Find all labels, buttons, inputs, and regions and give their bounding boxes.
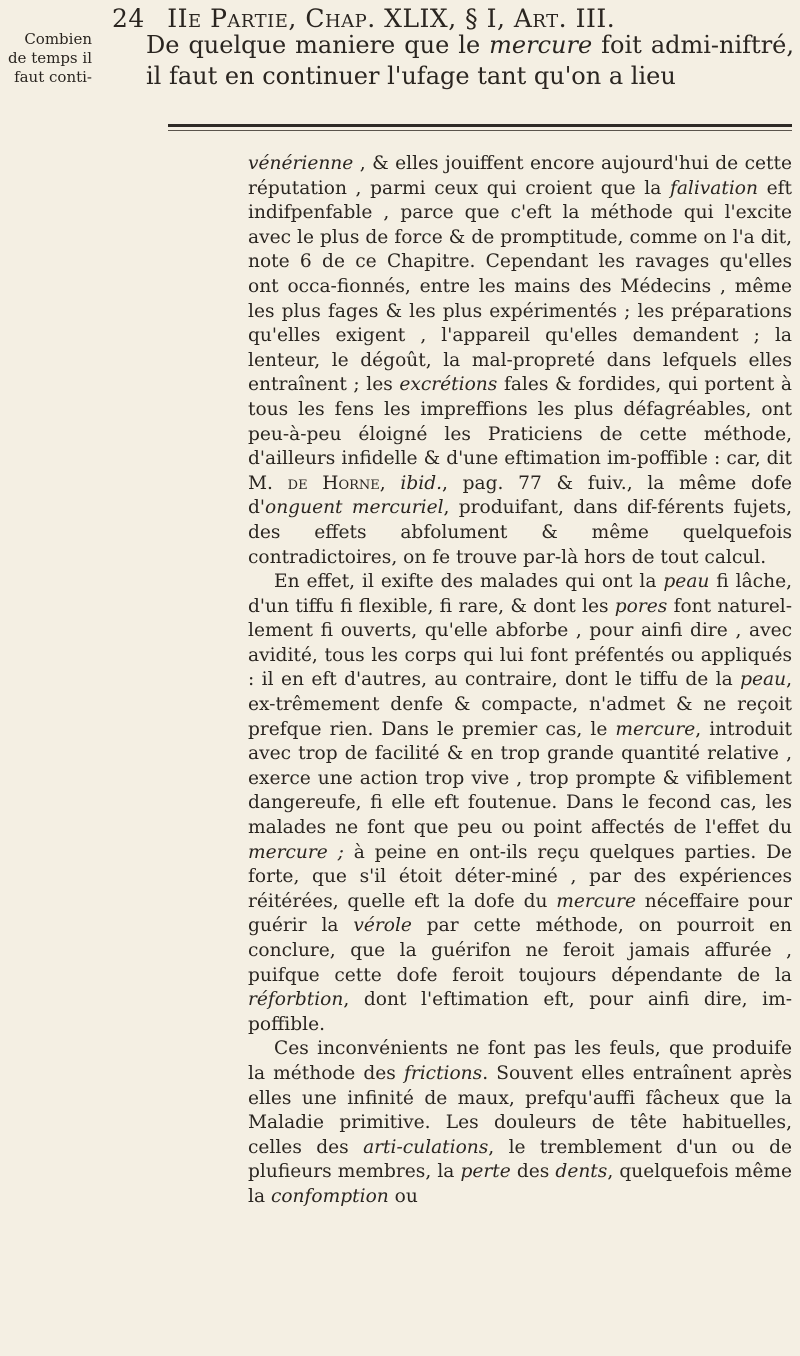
article-label: Art. III. [513, 4, 616, 33]
italic-term: onguent mercuriel [265, 497, 444, 519]
text-run: , dont l'eftimation eft, pour ainfi dire, im-poffible. [248, 989, 792, 1035]
margin-note-line: de temps il [7, 49, 92, 67]
main-text-fragment: De quelque maniere que le mercure foit admi-niftré, il faut en continuer l'ufage tant qu'on a lieu [146, 31, 795, 90]
text-run: , pag. 77 & fuiv., la même dofe d' [248, 472, 792, 519]
paragraph [248, 1037, 792, 1209]
text-run: , quelquefois même la [248, 1161, 792, 1207]
italic-term: perte [460, 1161, 511, 1183]
italic-term: dents [555, 1161, 608, 1183]
term-mercure: mercure [489, 31, 593, 59]
text-run: , [379, 472, 401, 494]
italic-term: mercure [615, 718, 696, 740]
italic-term: excrétions [399, 374, 498, 396]
text-run: , & elles jouiffent encore aujourd'hui de cette réputation , parmi ceux qui croient que la [248, 153, 792, 199]
italic-term: réforbtion [248, 989, 344, 1011]
footnote-body [248, 152, 792, 1210]
running-head: 24 IIe Partie, Chap. XLIX, § I, Art. III. [112, 4, 616, 33]
part-label: IIe Partie [167, 4, 289, 33]
paragraph [248, 570, 792, 1037]
separator-rule-thin [168, 130, 792, 131]
text-run: ou [388, 1185, 418, 1207]
text-run: fales & fordides, qui portent à tous les fens les impreffions les plus défagréables, ont peu-à-peu éloigné les Praticiens de cette méthode, d'ailleurs infidelle & d'une eftimation im-poffible : car, dit M. [248, 374, 792, 494]
italic-term: frictions [403, 1062, 483, 1084]
text-run: par cette méthode, on pourroit en conclure, que la guérifon ne feroit jamais affurée , puifque cette dofe feroit toujours dépendante de la [248, 915, 792, 986]
text-run: de Horne [287, 472, 380, 494]
text-run: , introduit avec trop de facilité & en trop grande quantité relative , exerce une action trop vive , trop prompte & vifiblement dangereufe, fi elle eft foutenue. Dans le fecond cas, les malades ne font que peu ou point affectés de l'effet du [248, 718, 792, 839]
page-number: 24 [112, 4, 145, 33]
text-run: . Souvent elles entraînent après elles une infinité de maux, prefqu'auffi fâcheux que la Maladie primitive. Les douleurs de tête habituelles, celles des [248, 1062, 792, 1158]
italic-term: vénérienne [248, 153, 354, 174]
italic-term: confomption [270, 1185, 389, 1207]
italic-term: pores [614, 595, 668, 617]
margin-note-line: faut conti- [14, 68, 92, 86]
margin-note [2, 30, 92, 87]
italic-term: arti-culations [363, 1136, 489, 1158]
italic-term: ibid. [400, 472, 443, 494]
text-run: , produifant, dans dif-férents fujets, des effets abfolument & même quelquefois contradictoires, on fe trouve par-là hors de tout calcul. [248, 497, 792, 568]
italic-term: peau [740, 669, 787, 691]
margin-note-line: Combien [24, 30, 92, 48]
italic-term: mercure ; [248, 841, 344, 863]
italic-term: vérole [353, 915, 412, 937]
text-run: eft indifpenfable , parce que c'eft la méthode qui l'excite avec le plus de force & de promptitude, comme on l'a dit, note 6 de ce Chapitre. Cependant les ravages qu'elles ont occa-fionnés, entre les mains des Médecins , même les plus fages & les plus expérimentés ; les préparations qu'elles exigent , l'appareil qu'elles demandent ; la lenteur, le dégoût, la mal-propreté dans lefquels elles entraînent ; les [248, 177, 792, 396]
text-run: , ex-trêmement denfe & compacte, n'admet & ne reçoit prefque rien. Dans le premier cas, le [248, 669, 792, 740]
italic-term: peau [663, 571, 710, 593]
text-run: fi lâche, d'un tiffu fi flexible, fi rare, & dont les [248, 571, 792, 617]
chapter-label: Chap. XLIX [305, 4, 449, 33]
text-run: néceffaire pour guérir la [248, 890, 793, 937]
separator-rule [168, 124, 792, 127]
text-run: En effet, il exifte des malades qui ont la [274, 571, 664, 593]
text-run: Ces inconvénients ne font pas les feuls, que produife la méthode des [248, 1038, 792, 1084]
text-run: à peine en ont-ils reçu quelques parties. De forte, que s'il étoit déter-miné , par des expériences réitérées, quelle eft la dofe du [248, 841, 793, 912]
paragraph [248, 152, 792, 570]
italic-term: mercure [556, 890, 637, 912]
text-run: , le tremblement d'un ou de plufieurs membres, la [248, 1136, 792, 1183]
section-label: § I [465, 4, 497, 33]
text-run: des [510, 1161, 556, 1183]
text-run: font naturel-lement fi ouverts, qu'elle abforbe , pour ainfi dire , avec avidité, tous les corps qui lui font préfentés ou appliqués : il en eft d'autres, au contraire, dont le tiffu de la [248, 595, 792, 691]
italic-term: falivation [669, 177, 758, 199]
